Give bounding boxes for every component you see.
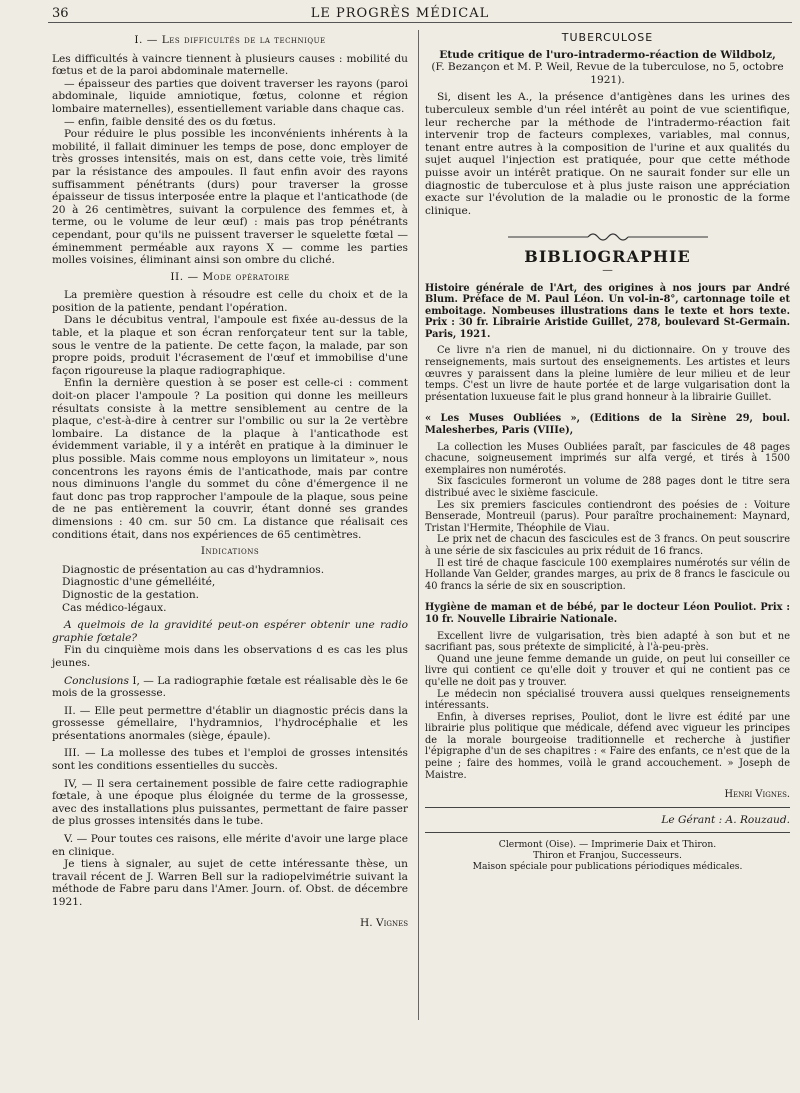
gerant-line: Le Gérant : A. Rouzaud. [661,813,790,826]
book-entry-heading: Hygiène de maman et de bébé, par le docteur Léon Pouliot. Prix : 10 fr. Nouvelle Librairie Nationale. [425,602,790,625]
bibliography-dash: — [602,263,613,276]
final-paragraph: Je tiens à signaler, au sujet de cette intéressante thèse, un travail récent de J. Warren Bell sur la radiopelvimétrie suivant la méthode de Fabre paru dans l'Amer. Journ. of. Obst. de décembre 1921. [52,858,408,908]
book-review: Quand une jeune femme demande un guide, on peut lui conseiller ce livre qui contient ce qu'elle doit y trouver et qui ne contient pas ce qu'elle ne doit pas y trouver. [425,653,790,688]
conclusions-label: Conclusions [64,674,129,687]
list-item: Diagnostic de présentation au cas d'hydramnios. [62,563,325,576]
paragraph: Les difficultés à vaincre tiennent à plusieurs causes : mobilité du fœtus et de la paroi abdominale maternelle. [52,52,408,78]
printer-successors: Thiron et Franjou, Successeurs. [533,850,682,862]
indications-list [52,564,408,614]
book-review: Excellent livre de vulgarisation, très bien adapté à son but et ne sacrifiant pas, sous prétexte de simplicité, à l'à-peu-près. [425,630,790,654]
book-entry-heading: Histoire générale de l'Art, des origines à nos jours par André Blum. Préface de M. Paul Léon. Un vol-in-8°, cartonnage toile et emboitage. Nombeuses illustrations dans le texte et hors texte. Prix : 30 fr. Librairie Aristide Guillet, 278, boulevard St-Germain. Paris, 1921. [425,282,790,340]
bibliography-entries [425,283,790,801]
left-column [52,30,408,929]
bibliography-title: BIBLIOGRAPHIE [524,247,691,267]
book-review: Le médecin non spécialisé trouvera aussi quelques renseignements intéressants. [425,688,790,712]
book-review: La collection les Muses Oubliées paraît, par fascicules de 48 pages chacune, soigneusement imprimés sur alfa vergé, et tirés à 1500 exemplaires non numérotés. [425,441,790,476]
article-title: Etude critique de l'uro-intradermo-réaction de Wildbolz, [439,48,776,61]
book-review: Le prix net de chacun des fascicules est de 3 francs. On peut souscrire à une série de six fascicules au prix réduit de 16 francs. [425,534,790,557]
list-item: Dignostic de la gestation. [62,588,200,601]
running-title: LE PROGRÈS MÉDICAL [310,6,490,21]
list-item: Cas médico-légaux. [62,601,167,614]
printer-line: Clermont (Oise). — Imprimerie Daix et Thiron. [498,839,717,851]
column-divider [418,30,419,1020]
printer-specialty: Maison spéciale pour publications périodiques médicales. [472,861,743,873]
conclusion-5: V. — Pour toutes ces raisons, elle mérite d'avoir une large place en clinique. [52,833,408,858]
section-title-operative-mode: II. — Mode opératoire [170,270,290,283]
paragraph: — enfin, faible densité des os du fœtus. [64,115,276,128]
book-review: Il est tiré de chaque fascicule 100 exemplaires numérotés sur vélin de Hollande Van Gelder, grandes marges, au prix de 8 francs le fascicule ou 40 francs la série de six en souscription. [425,557,790,592]
conclusion-4: IV, — Il sera certainement possible de faire cette radiographie fœtale, à une époque plus éloignée du terme de la grossesse, avec des installations plus puissantes, permettant de faire passer de plus grosses intensités dans le tube. [52,777,408,828]
footer-rule [425,832,790,833]
question-answer: Fin du cinquième mois dans les observations d es cas les plus jeunes. [52,644,408,669]
section-title-difficulties: I. — Les difficultés de la technique [134,34,326,46]
section-title-indications: Indications [200,545,260,558]
review-signature: Henri Vignes. [724,789,790,801]
paragraph: — épaisseur des parties que doivent traverser les rayons (paroi abdominale, liquide amniotique, fœtus, colonne et région lombaire maternelles), essentiellement variable dans chaque cas. [52,77,408,115]
conclusion-3: III. — La mollesse des tubes et l'emploi de grosses intensités sont les conditions essentielles du succès. [52,747,408,773]
rubric-tuberculose: TUBERCULOSE [561,31,654,44]
book-review: Six fascicules formeront un volume de 288 pages dont le titre sera distribué avec le sixième fascicule. [425,476,790,499]
list-item: Diagnostic d'une gémelléité, [62,576,216,589]
article-reference: (F. Bezançon et M. P. Weil, Revue de la tuberculose, no 5, octobre 1921). [431,61,784,86]
book-review: Enfin, à diverses reprises, Pouliot, dont le livre est édité par une librairie plus politique que médicale, défend avec vigueur les principes de la morale bourgeoise traditionnelle et recherche à justifier l'épigraphe d'un de ses chapitres : « Faire des enfants, ce n'est que de la peine ; faire des hommes, voilà le grand accouchement. » Joseph de Maistre. [425,711,790,781]
conclusion-1: I, — La radiographie fœtale est réalisable dès le 6e mois de la grossesse. [52,674,408,700]
footer-rule [425,807,790,808]
header-rule [48,22,792,23]
paragraph: Dans le décubitus ventral, l'ampoule est fixée au-dessus de la table, et la plaque et son écran renforçateur tent sur la table, sous le ventre de la patiente. De cette façon, la malade, par son propre poids, produit l'écrasement de l'œuf et immobilise d'une façon rigoureuse la plaque radiographique. [52,314,408,377]
page-number: 36 [52,6,69,21]
conclusion-2: II. — Elle peut permettre d'établir un diagnostic précis dans la grossesse gémellaire, l'hydramnios, l'hydrocéphalie et les présentations anormales (siège, épaule). [52,704,408,742]
book-entry-heading: « Les Muses Oubliées », (Editions de la Sirène 29, boul. Malesherbes, Paris (VIIIe), [425,413,790,437]
article-body: Si, disent les A., la présence d'antigènes dans les urines des tuberculeux semble d'un réel intérêt au point de vue scientifique, leur recherche par la méthode de l'intradermo-réaction fait intervenir trop de facteurs complexes, variables, mal connus, tenant entre autres à la composition de l'urine et aux qualités du sujet auquel l'injection est pratiquée, pour que cette méthode puisse avoir un intérêt pratique. On ne saurait fonder sur elle un diagnostic de tuberculose et à plus juste raison une appréciation exacte sur l'évolution de la maladie ou le pronostic de la forme clinique. [425,91,790,217]
paragraph: Pour réduire le plus possible les inconvénients inhérents à la mobilité, il fallait diminuer les temps de pose, donc employer de très grosses intensités, mais on est, dans cette voie, très limité par la résistance des ampoules. Il faut enfin avoir des rayons suffisamment pénétrants (durs) pour traverser la grosse épaisseur de tissus interposée entre la plaque et l'anticathode (de 20 à 26 centimètres, suivant la corpulence des femmes et, à terme, ou le volume de leur œuf) : mais pas trop pénétrants cependant, pour qu'ils ne puissent traverser le squelette fœtal — éminemment perméable aux rayons X — comme les parties molles voisines, éliminant ainsi son ombre du cliché. [52,128,408,267]
author-signature: H. Vignes [359,916,408,929]
paragraph: La première question à résoudre est celle du choix et de la position de la patiente, pendant l'opération. [52,289,408,314]
book-review: Les six premiers fascicules contiendront des poésies de : Voiture Benserade, Montreuil (parus). Pour paraître prochainement: Maynard, Tristan l'Hermite, Théophile de Viau. [425,499,790,534]
flourish-divider-icon [508,231,708,243]
right-column [425,30,790,872]
paragraph: Enfin la dernière question à se poser est celle-ci : comment doit-on placer l'ampoule ? La position qui donne les meilleurs résultats consiste à la mettre sensiblement au centre de la plaque, c'est-à-dire à centrer sur l'ombilic ou sur la 2e vertèbre lombaire. La distance de la plaque à l'anticathode est évidemment variable, il y a intérêt en pratique à la diminuer le plus possible. Mais comme nous employons un limitateur », nous concentrons les rayons émis de l'anticathode, mais par contre nous diminuons l'angle du sommet du cône d'émergence il ne faut donc pas trop rapprocher l'ampoule de la plaque, sous peine de ne pas entièrement la couvrir, étant donné ses grandes dimensions : 40 cm. sur 50 cm. La distance que réalisait ces conditions était, dans nos expériences de 65 centimètres. [52,377,408,541]
book-review: Ce livre n'a rien de manuel, ni du dictionnaire. On y trouve des renseignements, mais surtout des enseignements. Les artistes et leurs œuvres y paraissent dans la pleine lumière de leur milieu et de leur temps. C'est un livre de haute portée et de large vulgarisation dont la présentation luxueuse fait le plus grand honneur à la librairie Guillet. [425,345,790,403]
question-italic: A quelmois de la gravidité peut-on espérer obtenir une radio graphie fœtale? [52,619,408,644]
